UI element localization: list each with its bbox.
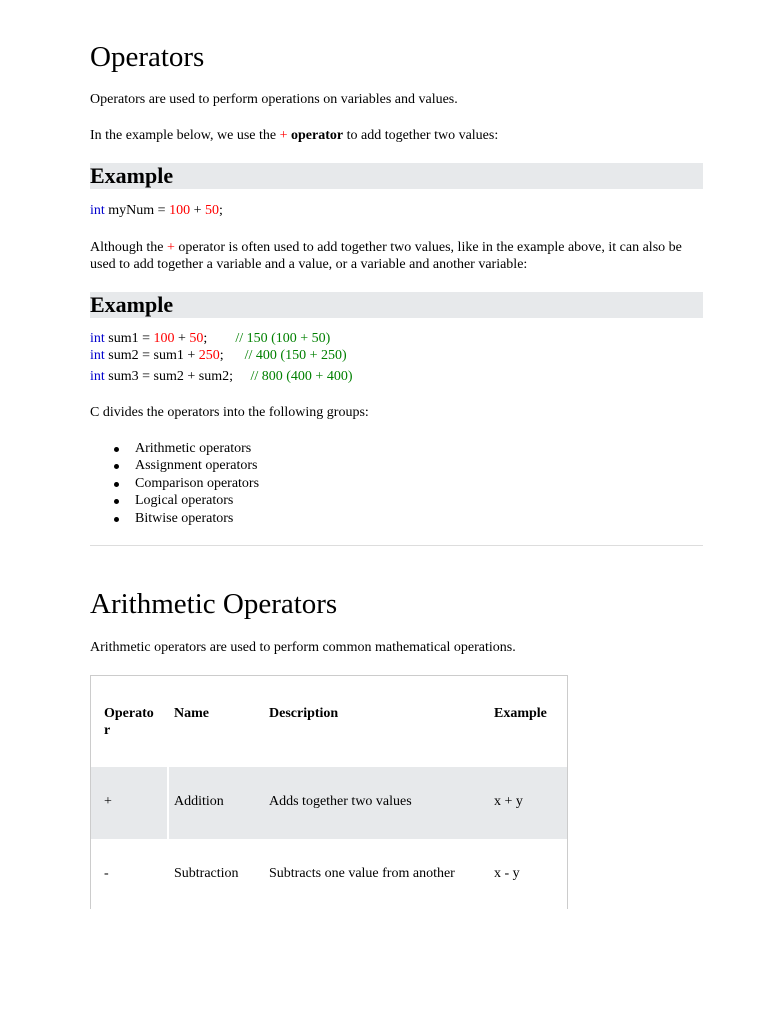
code-keyword: int — [90, 203, 105, 218]
code-comment: // 400 (150 + 250) — [244, 348, 347, 363]
code-number: 250 — [198, 348, 220, 363]
cell-operator: + — [104, 794, 112, 809]
header-operator-line: Operato — [104, 706, 154, 721]
code-text: ; — [219, 348, 245, 363]
intro-paragraph: Operators are used to perform operations on variables and values. — [90, 92, 458, 107]
table-row — [91, 839, 568, 909]
code-comment: // 150 (100 + 50) — [235, 331, 331, 346]
plus-operator-inline: + — [279, 128, 288, 143]
list-item: Comparison operators — [135, 475, 260, 491]
operator-groups-list — [90, 440, 259, 527]
example-intro-paragraph — [90, 127, 498, 144]
example-heading: Example — [90, 292, 174, 317]
code-text: ; — [203, 331, 236, 346]
header-example: Example — [494, 706, 547, 721]
header-operator — [104, 705, 164, 739]
cell-description: Subtracts one value from another — [269, 866, 455, 881]
code-keyword: int — [90, 331, 105, 346]
table-header-row — [91, 676, 568, 767]
cell-operator: - — [104, 866, 109, 881]
example-heading-box — [90, 163, 703, 189]
note-paragraph — [90, 239, 703, 273]
note-before: Although the — [90, 240, 167, 255]
code-number: 50 — [189, 331, 204, 346]
note-after: operator is often used to add together two values, like in the example above, it can also be used to add together a variable and a value, or a variable and another variable: — [90, 240, 682, 272]
cell-description: Adds together two values — [269, 794, 412, 809]
example-heading: Example — [90, 163, 174, 188]
example-heading-box — [90, 292, 703, 318]
code-line — [90, 347, 347, 364]
list-item: Assignment operators — [135, 458, 258, 474]
code-number: 100 — [153, 331, 175, 346]
code-line — [90, 368, 352, 385]
column-divider — [167, 767, 169, 839]
code-text: + — [190, 203, 205, 218]
page-title: Operators — [90, 41, 205, 73]
code-keyword: int — [90, 348, 105, 363]
header-name: Name — [174, 706, 209, 721]
code-text: sum2 = sum1 + — [104, 348, 199, 363]
example-intro-before: In the example below, we use the — [90, 128, 280, 143]
list-item: Logical operators — [135, 492, 259, 509]
cell-example: x + y — [494, 794, 523, 809]
code-line — [90, 202, 223, 219]
section-title: Arithmetic Operators — [90, 588, 338, 620]
groups-intro-paragraph: C divides the operators into the following groups: — [90, 405, 369, 420]
section-divider — [90, 545, 703, 546]
arithmetic-intro-paragraph: Arithmetic operators are used to perform common mathematical operations. — [90, 640, 516, 655]
operator-bold: operator — [291, 128, 344, 143]
code-keyword: int — [90, 369, 105, 384]
code-line — [90, 330, 330, 347]
plus-operator-inline: + — [167, 240, 175, 255]
operators-table — [90, 675, 568, 909]
table-row — [91, 767, 568, 839]
code-text: + — [174, 331, 190, 346]
code-number: 50 — [204, 203, 219, 218]
cell-name: Subtraction — [174, 866, 239, 881]
header-operator-line: r — [104, 723, 111, 738]
header-description: Description — [269, 706, 339, 721]
code-text: sum1 = — [104, 331, 154, 346]
code-comment: // 800 (400 + 400) — [250, 369, 353, 384]
code-text: ; — [218, 203, 223, 218]
list-item: Arithmetic operators — [135, 440, 259, 457]
list-item: Bitwise operators — [135, 510, 259, 527]
example-intro-after: to add together two values: — [343, 128, 499, 143]
cell-name: Addition — [174, 794, 224, 809]
code-text: sum3 = sum2 + sum2; — [104, 369, 251, 384]
code-number: 100 — [169, 203, 191, 218]
code-text: myNum = — [104, 203, 170, 218]
cell-example: x - y — [494, 866, 520, 881]
